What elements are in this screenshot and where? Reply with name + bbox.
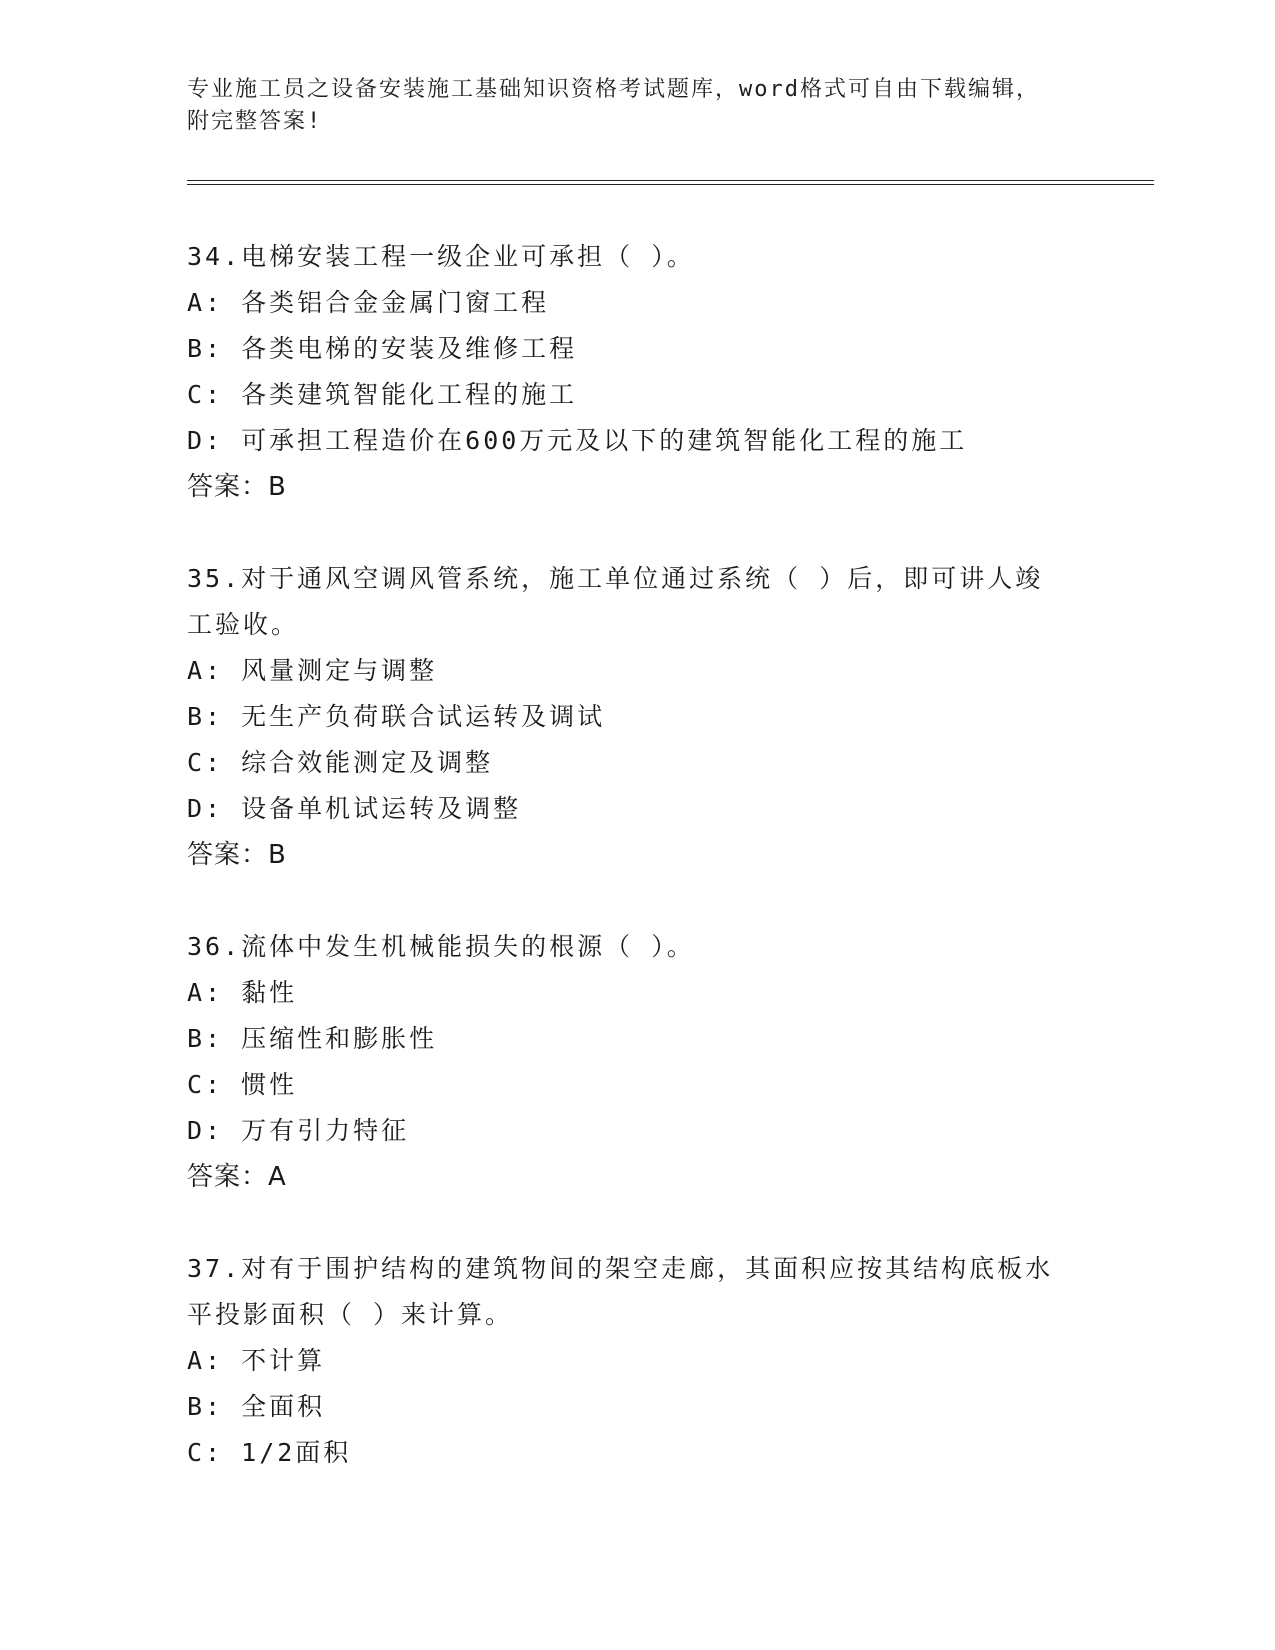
option-b: B: 压缩性和膨胀性 xyxy=(187,1024,438,1053)
option-c: C: 1/2面积 xyxy=(187,1438,352,1467)
option-c: C: 各类建筑智能化工程的施工 xyxy=(187,380,578,409)
question-stem-continued: 工验收。 xyxy=(187,610,300,639)
option-b: B: 各类电梯的安装及维修工程 xyxy=(187,334,578,363)
question-spacer xyxy=(187,1200,1087,1246)
question-spacer xyxy=(187,510,1087,556)
question-stem: 34.电梯安装工程一级企业可承担（ ）。 xyxy=(187,242,695,271)
header-line-1: 专业施工员之设备安装施工基础知识资格考试题库，word格式可自由下载编辑， xyxy=(187,77,1040,102)
header-divider-top xyxy=(187,180,1154,181)
option-d: D: 可承担工程造价在600万元及以下的建筑智能化工程的施工 xyxy=(187,426,968,455)
question-stem: 35.对于通风空调风管系统，施工单位通过系统（ ）后，即可讲人竣 xyxy=(187,564,1044,593)
answer-line: 答案：A xyxy=(187,1162,287,1192)
answer-line: 答案：B xyxy=(187,472,287,502)
option-a: A: 风量测定与调整 xyxy=(187,656,438,685)
option-d: D: 万有引力特征 xyxy=(187,1116,410,1145)
option-c: C: 惯性 xyxy=(187,1070,298,1099)
option-a: A: 各类铝合金金属门窗工程 xyxy=(187,288,550,317)
question-spacer xyxy=(187,878,1087,924)
option-a: A: 黏性 xyxy=(187,978,298,1007)
option-c: C: 综合效能测定及调整 xyxy=(187,748,494,777)
option-d: D: 设备单机试运转及调整 xyxy=(187,794,522,823)
answer-line: 答案：B xyxy=(187,840,287,870)
question-34 xyxy=(187,234,1087,510)
header-line-2: 附完整答案! xyxy=(187,109,323,134)
option-a: A: 不计算 xyxy=(187,1346,326,1375)
option-b: B: 无生产负荷联合试运转及调试 xyxy=(187,702,606,731)
header-divider-bottom xyxy=(187,184,1154,185)
question-36 xyxy=(187,924,1087,1200)
question-37 xyxy=(187,1246,1087,1476)
question-list xyxy=(187,234,1087,1476)
question-stem: 37.对有于围护结构的建筑物间的架空走廊，其面积应按其结构底板水 xyxy=(187,1254,1054,1283)
question-stem: 36.流体中发生机械能损失的根源（ ）。 xyxy=(187,932,695,961)
question-stem-continued: 平投影面积（ ）来计算。 xyxy=(187,1300,514,1329)
page-header xyxy=(187,74,1087,138)
option-b: B: 全面积 xyxy=(187,1392,326,1421)
question-35 xyxy=(187,556,1087,878)
